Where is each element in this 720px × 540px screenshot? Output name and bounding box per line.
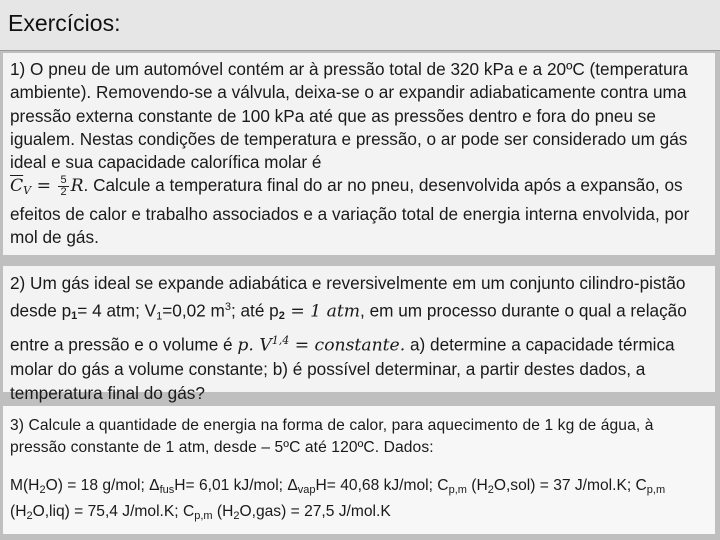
cv-symbol: $\overline{C}_V$ xyxy=(10,176,32,198)
exercise-2-box xyxy=(3,266,715,403)
page-title: Exercícios: xyxy=(8,10,121,36)
exercise-3-text: 3) Calcule a quantidade de energia na forma de calor, para aquecimento de 1 kg de água, à pressão constante de 1 atm, desde – 5ºC até 120ºC. Dados: xyxy=(10,417,654,456)
exercise-3-data: $M(H_2O) = 18$ g/mol; $\Delta_{fus}H= 6,01$ kJ/mol; $\Delta_{vap}H= 40,68$ kJ/mol; $C_{p,m}$ $(H_2O,sol) = 37$ J/mol.K; $C_{p,m}$ $(H_2O,liq) = 75,4$ J/mol.K; $C_{p,m}$ $(H_2O,gas) = 27,5$ J/mol.K xyxy=(10,477,666,522)
fraction-5-2: $\frac{5}{2}$ xyxy=(60,174,67,199)
exercise-3-box xyxy=(3,406,715,534)
exercise-1-box xyxy=(3,53,715,255)
exercise-1-text: 1) O pneu de um automóvel contém ar à pressão total de 320 kPa e a 20ºC (temperatura ambiente). Removendo-se a válvula, deixa-se o ar expandir adiabaticamente contra uma pressão externa constante de 100 kPa até que as pressões dentro e fora do pneu se igualem. Nestas condições de temperatura e pressão, o ar pode ser considerado um gás ideal e sua capacidade calorífica molar é $\overline{C}_V$ = $\frac{5}{2}$ R. Calcule a temperatura final do ar no pneu, desenvolvida após a expansão, os efeitos de calor e trabalho associados e a variação total de energia interna envolvida, por mol de gás. xyxy=(10,59,690,248)
exercise-2-text: 2) Um gás ideal se expande adiabática e reversivelmente em um conjunto cilindro-pistão desde $p_1= 4$ atm; $V_1=0,02$ $m^3$; até $p_2 = 1$ atm, em um processo durante o qual a relação entre a pressão e o volume é p. V$^{1,4}$ = constante. a) determine a capacidade térmica molar do gás a volume constante; b) é possível determinar, a partir destes dados, a temperatura final do gás? xyxy=(10,273,687,403)
title-bar xyxy=(0,0,720,51)
